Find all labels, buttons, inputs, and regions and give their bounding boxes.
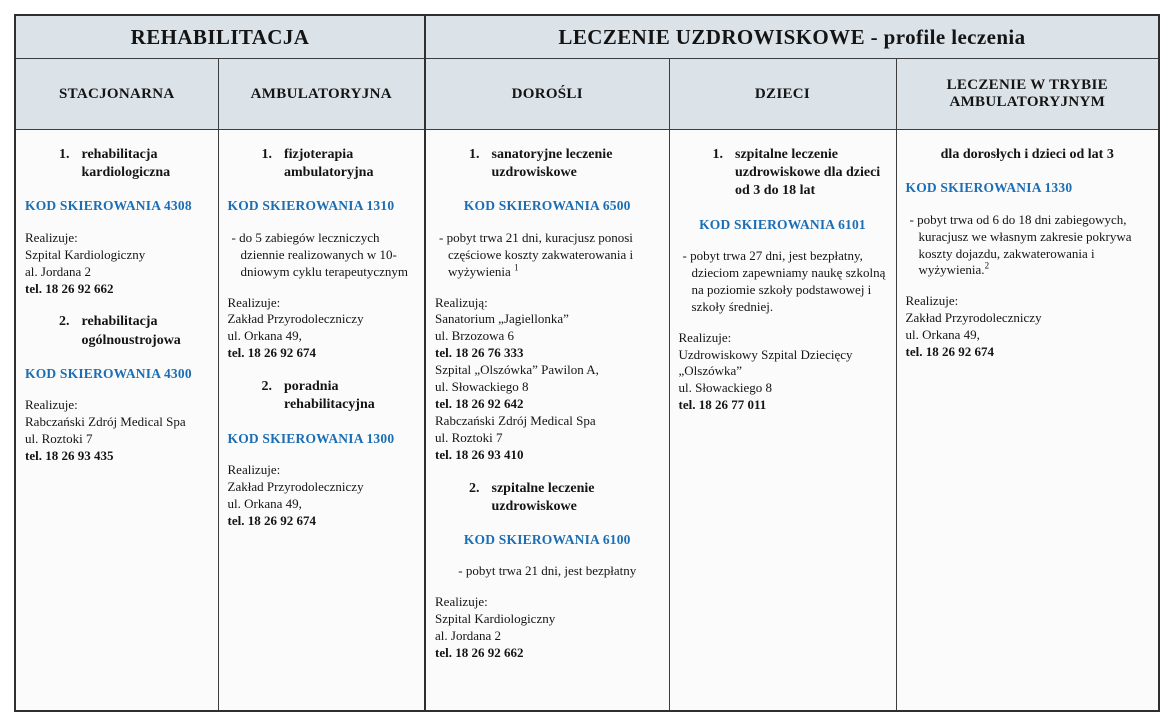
column-header-row [15, 59, 1159, 130]
contact-line: Realizuje: [227, 294, 281, 310]
item-number: 1. [261, 147, 272, 162]
cell-ambulatoryjna [218, 130, 425, 712]
contact-phone: tel. 18 26 93 410 [435, 446, 524, 462]
treatment-item-heading [25, 313, 209, 349]
group-header-row [15, 15, 1159, 59]
item-number: 2. [469, 480, 480, 496]
contact-phone: tel. 18 26 92 662 [25, 280, 114, 296]
contact-line: „Olszówka” [678, 363, 743, 379]
contact-line: ul. Brzozowa 6 [435, 328, 515, 344]
contact-line: ul. Roztoki 7 [25, 431, 93, 447]
referral-code: KOD SKIEROWANIA 4308 [25, 198, 192, 214]
contact-line: Uzdrowiskowy Szpital Dziecięcy [678, 346, 853, 362]
treatment-item-heading [435, 146, 660, 182]
stay-note: - pobyt trwa 21 dni, jest bezpłatny [458, 563, 637, 579]
contact-phone: tel. 18 26 92 674 [227, 345, 316, 361]
item-title: poradnia rehabilitacyjna [284, 379, 375, 413]
column-header-dorosli: DOROŚLI [425, 59, 669, 130]
provider-contact [435, 295, 660, 464]
contact-line: Rabczański Zdrój Medical Spa [435, 412, 596, 428]
treatment-item-heading [228, 146, 416, 182]
column-header-dzieci: DZIECI [669, 59, 896, 130]
contact-line: al. Jordana 2 [25, 263, 92, 279]
contact-phone: tel. 18 26 92 662 [435, 644, 524, 660]
contact-phone: tel. 18 26 92 674 [227, 512, 316, 528]
group-header-rehabilitacja: REHABILITACJA [15, 15, 425, 59]
item-title: fizjoterapia ambulatoryjna [284, 147, 374, 181]
cell-stacjonarna [15, 130, 218, 712]
contact-line: ul. Orkana 49, [227, 328, 302, 344]
item-number: 1. [59, 147, 70, 162]
contact-line: al. Jordana 2 [435, 628, 502, 644]
footnote-reference: 2 [984, 261, 990, 272]
column-header-leczenie-w-trybie-ambulatoryjnym: LECZENIE W TRYBIE AMBULATORYJNYM [896, 59, 1159, 130]
item-title: rehabilitacja ogólnoustrojowa [81, 314, 181, 348]
contact-line: Zakład Przyrodoleczniczy [227, 478, 364, 494]
cell-dzieci [669, 130, 896, 712]
referral-code: KOD SKIEROWANIA 6500 [463, 198, 631, 214]
column-header-stacjonarna: STACJONARNA [15, 59, 218, 130]
treatment-item-heading [228, 378, 416, 414]
contact-line: Realizuje: [905, 293, 959, 309]
stay-note: - do 5 zabiegów leczniczych dziennie realizowanych w 10-dniowym cyklu terapeutycznym [231, 229, 409, 279]
item-title: szpitalne leczenie uzdrowiskowe [491, 480, 595, 514]
item-number: 2. [261, 379, 272, 395]
contact-line: ul. Słowackiego 8 [435, 379, 529, 395]
contact-line: ul. Roztoki 7 [435, 429, 503, 445]
referral-code: KOD SKIEROWANIA 1300 [227, 430, 395, 446]
cell-dorosli [425, 130, 669, 712]
contact-line: Szpital „Olszówka” Pawilon A, [435, 362, 599, 378]
item-title: rehabilitacja kardiologiczna [81, 147, 171, 181]
referral-code: KOD SKIEROWANIA 1310 [227, 198, 395, 214]
contact-phone: tel. 18 26 76 333 [435, 345, 524, 361]
item-title: dla dorosłych i dzieci od lat 3 [940, 147, 1114, 162]
item-title: sanatoryjne leczenie uzdrowiskowe [491, 147, 613, 181]
contact-line: Realizuje: [435, 594, 488, 610]
provider-contact [25, 397, 209, 465]
referral-code: KOD SKIEROWANIA 6100 [463, 531, 631, 547]
column-header-ambulatoryjna: AMBULATORYJNA [218, 59, 425, 130]
provider-contact [228, 295, 416, 363]
contact-phone: tel. 18 26 77 011 [678, 397, 767, 413]
contact-line: Zakład Przyrodoleczniczy [227, 311, 364, 327]
provider-contact [228, 462, 416, 530]
contact-line: Realizuje: [25, 397, 78, 413]
contact-line: Realizują: [435, 294, 488, 310]
treatment-profiles-table [14, 14, 1160, 712]
treatment-item-heading [435, 480, 660, 516]
contact-line: Zakład Przyrodoleczniczy [905, 310, 1042, 326]
cell-leczenie-w-trybie-ambulatoryjnym [896, 130, 1159, 712]
contact-line: Szpital Kardiologiczny [435, 611, 556, 627]
footnote-reference: 1 [514, 262, 519, 273]
referral-code: KOD SKIEROWANIA 1330 [905, 180, 1073, 196]
contact-line: Realizuje: [25, 229, 78, 245]
contact-line: Realizuje: [678, 329, 732, 345]
provider-contact [906, 293, 1150, 361]
provider-contact [679, 330, 887, 414]
treatment-item-heading [679, 146, 887, 201]
contact-line: Szpital Kardiologiczny [25, 246, 146, 262]
contact-line: ul. Słowackiego 8 [678, 380, 773, 396]
referral-code: KOD SKIEROWANIA 4300 [25, 365, 192, 381]
contact-phone: tel. 18 26 92 642 [435, 395, 524, 411]
contact-line: Rabczański Zdrój Medical Spa [25, 414, 186, 430]
item-number: 1. [712, 147, 723, 162]
referral-code: KOD SKIEROWANIA 6101 [699, 216, 866, 232]
table-body-row [15, 130, 1159, 712]
group-header-leczenie-uzdrowiskowe: LECZENIE UZDROWISKOWE - profile leczenia [425, 15, 1159, 59]
provider-contact [25, 230, 209, 298]
stay-note: - pobyt trwa 21 dni, kuracjusz ponosi częściowe koszty zakwaterowania i wyżywienia $^1$ [439, 229, 634, 279]
contact-phone: tel. 18 26 92 674 [905, 343, 994, 359]
contact-line: Realizuje: [227, 462, 281, 478]
contact-line: ul. Orkana 49, [227, 495, 302, 511]
stay-note: - pobyt trwa od 6 do 18 dni zabiegowych, kuracjusz we własnym zakresie pokrywa koszty dojazdu, zakwaterowania i wyżywienia.$^2$ [909, 211, 1132, 278]
item-number: 2. [59, 314, 70, 330]
contact-phone: tel. 18 26 93 435 [25, 448, 114, 464]
provider-contact [435, 594, 660, 662]
treatment-item-heading [906, 146, 1150, 164]
item-number: 1. [469, 147, 480, 162]
contact-line: Sanatorium „Jagiellonka” [435, 311, 569, 327]
contact-line: ul. Orkana 49, [905, 327, 980, 343]
stay-note: - pobyt trwa 27 dni, jest bezpłatny, dzieciom zapewniamy naukę szkolną na poziomie szkoły podstawowej i szkoły średniej. [682, 248, 886, 314]
treatment-item-heading [25, 146, 209, 182]
item-title: szpitalne leczenie uzdrowiskowe dla dzieci od 3 do 18 lat [735, 147, 881, 199]
